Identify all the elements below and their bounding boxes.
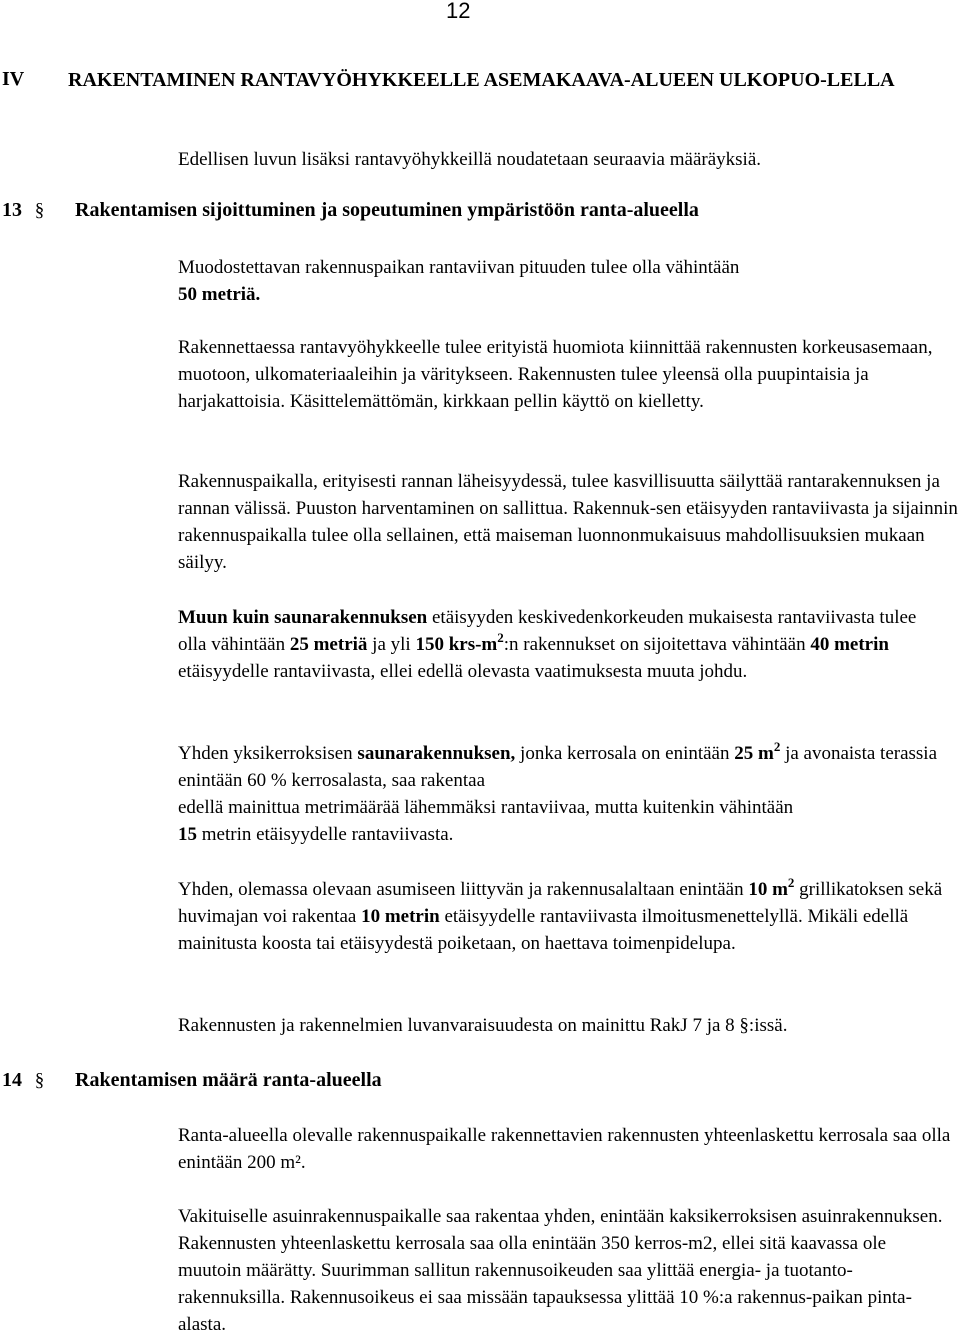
bold-span: 150 krs-m (415, 634, 498, 655)
bold-span: 10 m (748, 879, 788, 900)
section-13-heading (2, 197, 699, 224)
section-13-paragraph-3: Rakennuspaikalla, erityisesti rannan läheisyydessä, tulee kasvillisuutta säilyttää rantarakennuksen ja rannan välissä. Puuston harventaminen on sallittua. Rakennuk-sen etäisyyden rantaviivasta ja sijainnin rakennuspaikalla tulee olla sellainen, että maiseman luonnonmukaisuus mahdollisuuksien mukaan säilyy. (178, 471, 958, 573)
section-sign-icon: § (739, 1015, 749, 1036)
text-span: ja yli (367, 634, 416, 655)
page-number: 12 (446, 0, 471, 23)
bold-span: 50 metriä. (178, 284, 261, 305)
text-span: ja avonaista terassia enintään 60 % kerrosalasta, saa rakentaa (178, 743, 938, 791)
text-span: etäisyydelle rantaviivasta ilmoitusmenettelyllä. Mikäli edellä mainitusta koosta tai etäisyydestä poiketaan, on haettava toimenpidelupa. (178, 906, 909, 954)
text-span: etäisyydelle rantaviivasta, ellei edellä olevasta vaatimuksesta muuta johdu. (178, 661, 748, 682)
bold-span: 15 (178, 824, 197, 845)
chapter-number: IV (2, 68, 25, 90)
text-span: Rakennusten ja rakennelmien luvanvaraisuudesta on mainittu RakJ 7 ja 8 (178, 1015, 740, 1036)
section-13-paragraph-5 (178, 740, 943, 848)
section-14-title: Rakentamisen määrä ranta-alueella (75, 1069, 382, 1091)
paragraph-line: edellä mainittua metrimäärää lähemmäksi rantaviivaa, mutta kuitenkin vähintään (178, 797, 794, 818)
section-sign-icon: § (34, 1070, 45, 1091)
section-13-paragraph-2: Rakennettaessa rantavyöhykkeelle tulee erityistä huomiota kiinnittää rakennusten korkeusasemaan, muotoon, ulkomateriaaleihin ja väritykseen. Rakennusten tulee yleensä olla puupintaisia ja harjakattoisia. Käsittelemättömän, kirkkaan pellin käyttö on kielletty. (178, 337, 933, 412)
bold-span: 10 metrin (361, 906, 440, 927)
section-13-paragraph-6 (178, 876, 943, 957)
superscript: 2 (773, 738, 781, 754)
superscript: 2 (497, 629, 504, 645)
bold-span: 25 metriä (289, 634, 368, 655)
section-14-number: 14 (2, 1069, 22, 1091)
section-13-paragraph-7 (178, 1012, 958, 1039)
section-13-paragraph-4 (178, 604, 923, 685)
section-14-paragraph-2: Vakituiselle asuinrakennuspaikalle saa rakentaa yhden, enintään kaksikerroksisen asuinrakennuksen. Rakennusten yhteenlaskettu kerrosala saa olla enintään 350 kerros-m2, ellei sitä kaavassa ole muutoin määrätty. Suurimman sallitun rakennusoikeuden saa ylittää energia- ja tuotanto-rakennuksilla. Rakennusoikeus ei saa missään tapauksessa ylittää 10 %:a rakennus-paikan pinta-alasta. (178, 1206, 943, 1335)
text-span: Muodostettavan rakennuspaikan rantaviivan pituuden tulee olla vähintään (178, 257, 740, 278)
bold-span: saunarakennuksen, (357, 743, 516, 764)
section-13-number: 13 (2, 199, 22, 221)
section-14-paragraph-1: Ranta-alueella olevalle rakennuspaikalle rakennettavien rakennusten yhteenlaskettu kerrosala saa olla enintään 200 m². (178, 1125, 951, 1173)
paragraph-line (178, 821, 943, 848)
section-13-paragraph-1 (178, 254, 748, 308)
bold-span: Muun kuin saunarakennuksen (178, 607, 428, 628)
chapter-title: RAKENTAMINEN RANTAVYÖHYKKEELLE ASEMAKAAVA-ALUEEN ULKOPUO-LELLA (68, 69, 895, 91)
text-span: :n rakennukset on sijoitettava vähintään (503, 634, 811, 655)
paragraph-lines (178, 740, 943, 794)
bold-span: 40 metrin (810, 634, 889, 655)
text-span: grillikatoksen sekä huvimajan voi rakentaa (178, 879, 943, 927)
section-13-title: Rakentamisen sijoittuminen ja sopeutuminen ympäristöön ranta-alueella (75, 199, 699, 221)
superscript: 2 (787, 874, 795, 890)
intro-paragraph: Edellisen luvun lisäksi rantavyöhykkeillä noudatetaan seuraavia määräyksiä. (178, 149, 761, 170)
text-span: jonka kerrosala on enintään (515, 743, 735, 764)
text-span: :issä. (748, 1015, 788, 1036)
section-14-heading (2, 1067, 382, 1094)
text-span: metrin etäisyydelle rantaviivasta. (197, 824, 454, 845)
section-sign-icon: § (34, 200, 45, 221)
text-span: etäisyyden keskivedenkorkeuden mukaisesta rantaviivasta tulee olla vähintään (178, 607, 917, 655)
text-span: Yhden yksikerroksisen (178, 743, 358, 764)
text-span: Yhden, olemassa olevaan asumiseen liittyvän ja rakennusalaltaan enintään (178, 879, 749, 900)
bold-span: 25 m (734, 743, 774, 764)
